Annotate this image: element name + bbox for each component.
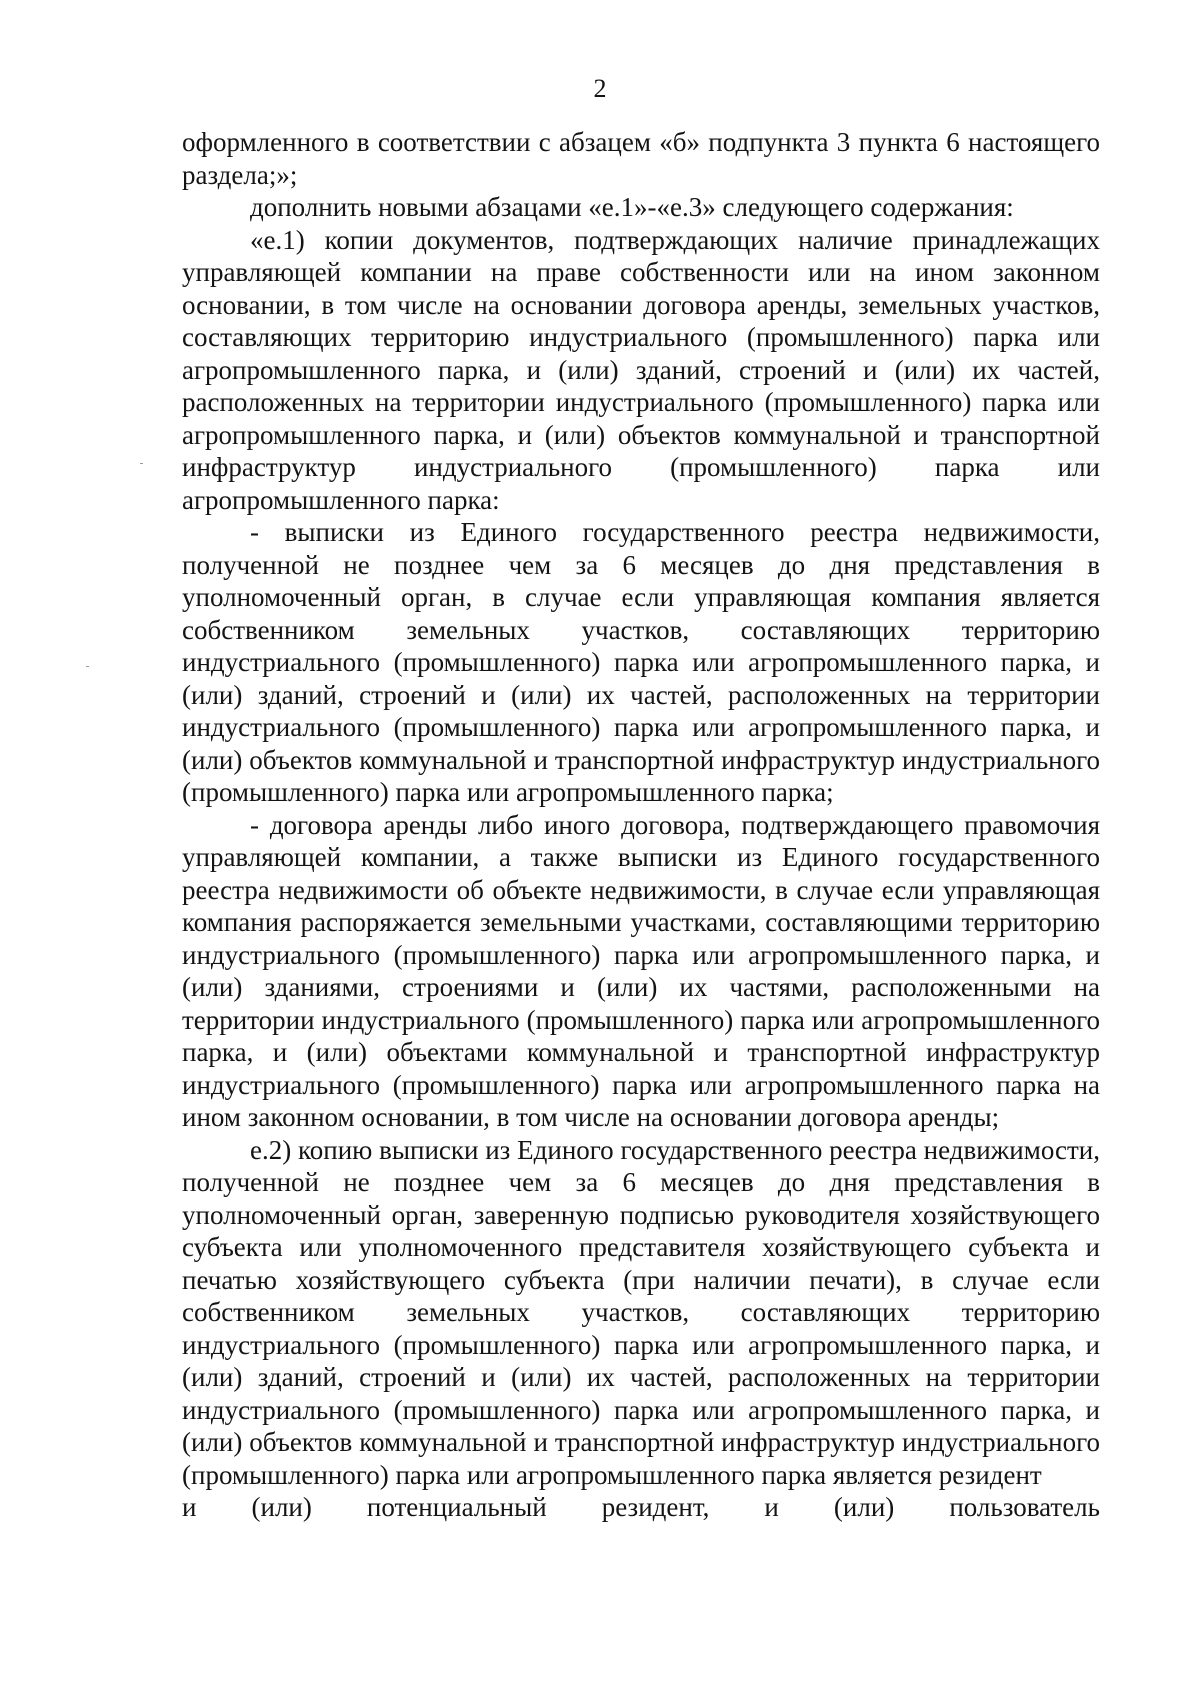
paragraph-e1-bullet-lease: - договора аренды либо иного договора, подтверждающего правомочия управляющей компании, а также выписки из Единого государственного реестра недвижимости об объекте недвижимости, в случае если управляющая компания распоряжается земельными участками, составляющими территорию индустриального (промышленного) парка или агропромышленного парка, и (или) зданиями, строениями и (или) их частями, расположенными на территории индустриального (промышленного) парка или агропромышленного парка, и (или) объектами коммунальной и транспортной инфраструктур индустриального (промышленного) парка или агропромышленного парка на ином законном основании, в том числе на основании договора аренды; <box>182 809 1100 1132</box>
paragraph-e2: е.2) копию выписки из Единого государственного реестра недвижимости, полученной не позднее чем за 6 месяцев до дня представления в уполномоченный орган, заверенную подписью руководителя хозяйствующего субъекта или уполномоченного представителя хозяйствующего субъекта и печатью хозяйствующего субъекта (при наличии печати), в случае если собственником земельных участков, составляющих территорию индустриального (промышленного) парка или агропромышленного парка, и (или) зданий, строений и (или) их частей, расположенных на территории индустриального (промышленного) парка или агропромышленного парка, и (или) объектов коммунальной и транспортной инфраструктур индустриального (промышленного) парка или агропромышленного парка является резидент <box>182 1134 1100 1490</box>
last-line-word: потенциальный <box>366 1492 547 1522</box>
paragraph-e2-last-line <box>182 1491 1100 1524</box>
page-number: 2 <box>593 74 607 103</box>
scan-speck <box>140 463 143 464</box>
last-line-word: резидент, <box>601 1492 710 1522</box>
last-line-word: (или) <box>251 1492 312 1522</box>
paragraph-e1: «е.1) копии документов, подтверждающих наличие принадлежащих управляющей компании на праве собственности или на ином законном основании, в том числе на основании договора аренды, земельных участков, составляющих территорию индустриального (промышленного) парка или агропромышленного парка, и (или) зданий, строений и (или) их частей, расположенных на территории индустриального (промышленного) парка или агропромышленного парка, и (или) объектов коммунальной и транспортной инфраструктур индустриального (промышленного) парка или агропромышленного парка: <box>182 224 1100 515</box>
last-line-word: и <box>764 1492 779 1522</box>
paragraph-continuation: оформленного в соответствии с абзацем «б» подпункта 3 пункта 6 настоящего раздела;»; <box>182 127 1100 190</box>
paragraph-e1-bullet-extract: - выписки из Единого государственного реестра недвижимости, полученной не позднее чем за 6 месяцев до дня представления в уполномоченный орган, в случае если управляющая компания является собственником земельных участков, составляющих территорию индустриального (промышленного) парка или агропромышленного парка, и (или) зданий, строений и (или) их частей, расположенных на территории индустриального (промышленного) парка или агропромышленного парка, и (или) объектов коммунальной и транспортной инфраструктур индустриального (промышленного) парка или агропромышленного парка; <box>182 517 1100 807</box>
last-line-word: пользователь <box>949 1492 1100 1522</box>
scan-speck <box>86 666 89 667</box>
paragraph-amendment-intro: дополнить новыми абзацами «е.1»-«е.3» следующего содержания: <box>250 192 1014 222</box>
last-line-word: (или) <box>833 1492 895 1522</box>
document-body <box>182 126 1100 1524</box>
last-line-word: и <box>182 1492 197 1522</box>
